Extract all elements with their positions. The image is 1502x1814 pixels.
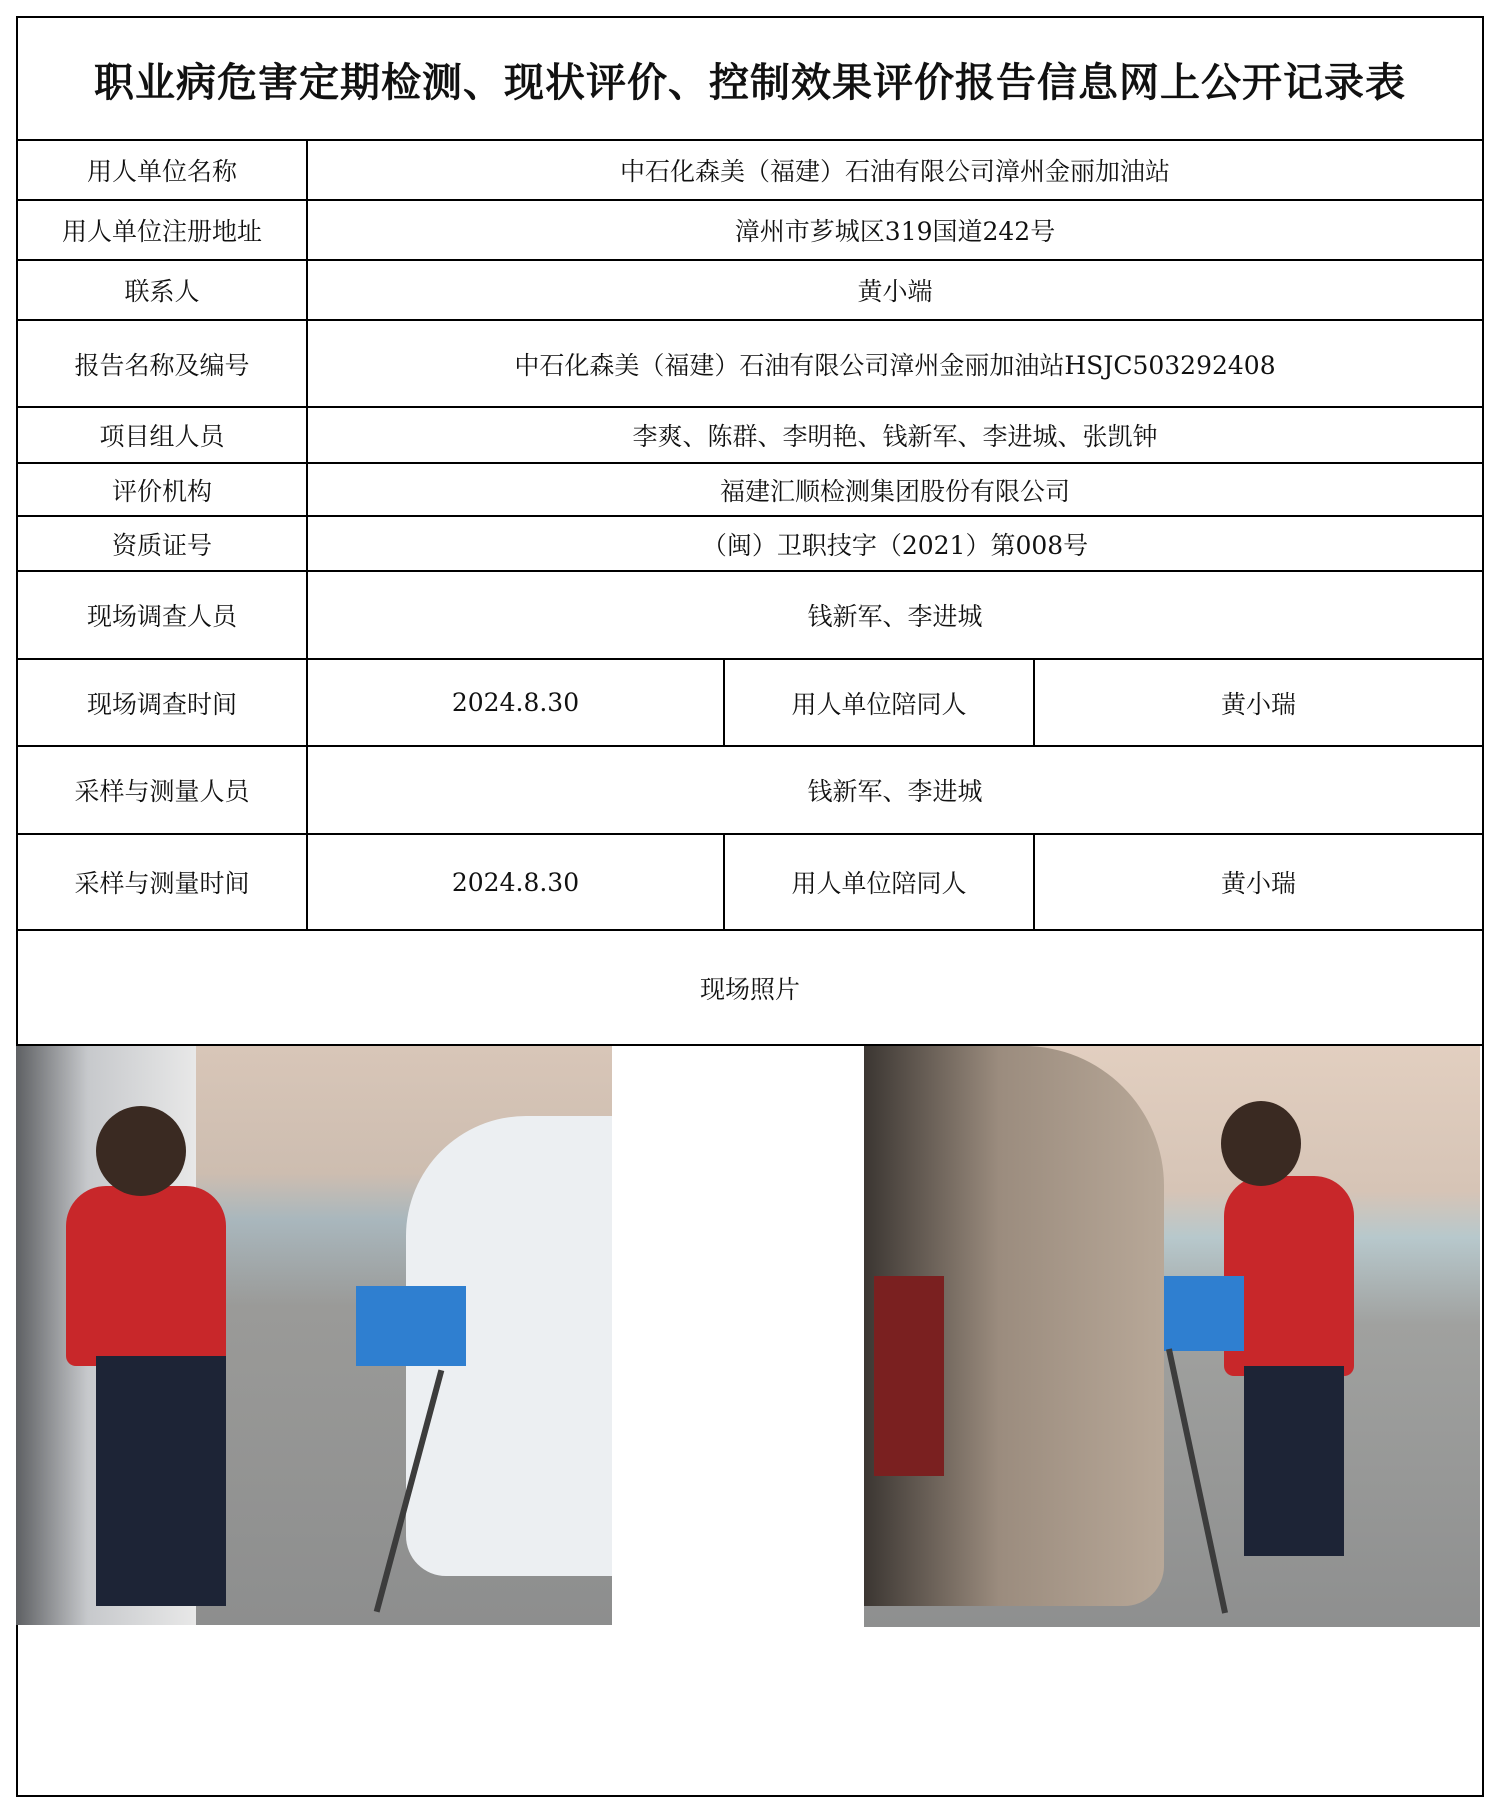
survey-staff-label: 现场调查人员: [86, 602, 237, 631]
survey-time-value: 2024.8.30: [451, 688, 580, 717]
site-photo-1: [16, 1046, 612, 1625]
team-label: 项目组人员: [99, 422, 225, 451]
report-label: 报告名称及编号: [74, 350, 250, 380]
sampling-companion-value: 黄小瑞: [1220, 869, 1296, 898]
sampling-time-value: 2024.8.30: [451, 867, 580, 897]
employer-address-value: 漳州市芗城区319国道242号: [734, 217, 1056, 246]
survey-companion-label: 用人单位陪同人: [791, 689, 967, 719]
report-value: 中石化森美（福建）石油有限公司漳州金丽加油站HSJC503292408: [514, 350, 1276, 380]
survey-staff-value: 钱新军、李进城: [807, 602, 983, 631]
agency-label: 评价机构: [111, 476, 212, 506]
contact-label: 联系人: [124, 277, 200, 306]
employer-name-value: 中石化森美（福建）石油有限公司漳州金丽加油站: [619, 157, 1170, 186]
employer-name-label: 用人单位名称: [86, 157, 237, 186]
certificate-label: 资质证号: [111, 530, 212, 560]
sampling-staff-label: 采样与测量人员: [74, 777, 250, 806]
page-title: 职业病危害定期检测、现状评价、控制效果评价报告信息网上公开记录表: [94, 58, 1406, 106]
photos-label: 现场照片: [699, 974, 800, 1004]
certificate-value: （闽）卫职技字（2021）第008号: [701, 530, 1089, 560]
agency-value: 福建汇顺检测集团股份有限公司: [719, 476, 1070, 506]
employer-address-label: 用人单位注册地址: [61, 217, 262, 246]
survey-companion-value: 黄小瑞: [1220, 689, 1296, 719]
sampling-time-label: 采样与测量时间: [74, 869, 250, 898]
team-value: 李爽、陈群、李明艳、钱新军、李进城、张凯钟: [632, 422, 1158, 451]
contact-value: 黄小端: [857, 277, 933, 306]
survey-time-label: 现场调查时间: [86, 689, 237, 719]
site-photo-2: [864, 1046, 1480, 1627]
sampling-companion-label: 用人单位陪同人: [791, 869, 967, 898]
sampling-staff-value: 钱新军、李进城: [807, 777, 983, 806]
